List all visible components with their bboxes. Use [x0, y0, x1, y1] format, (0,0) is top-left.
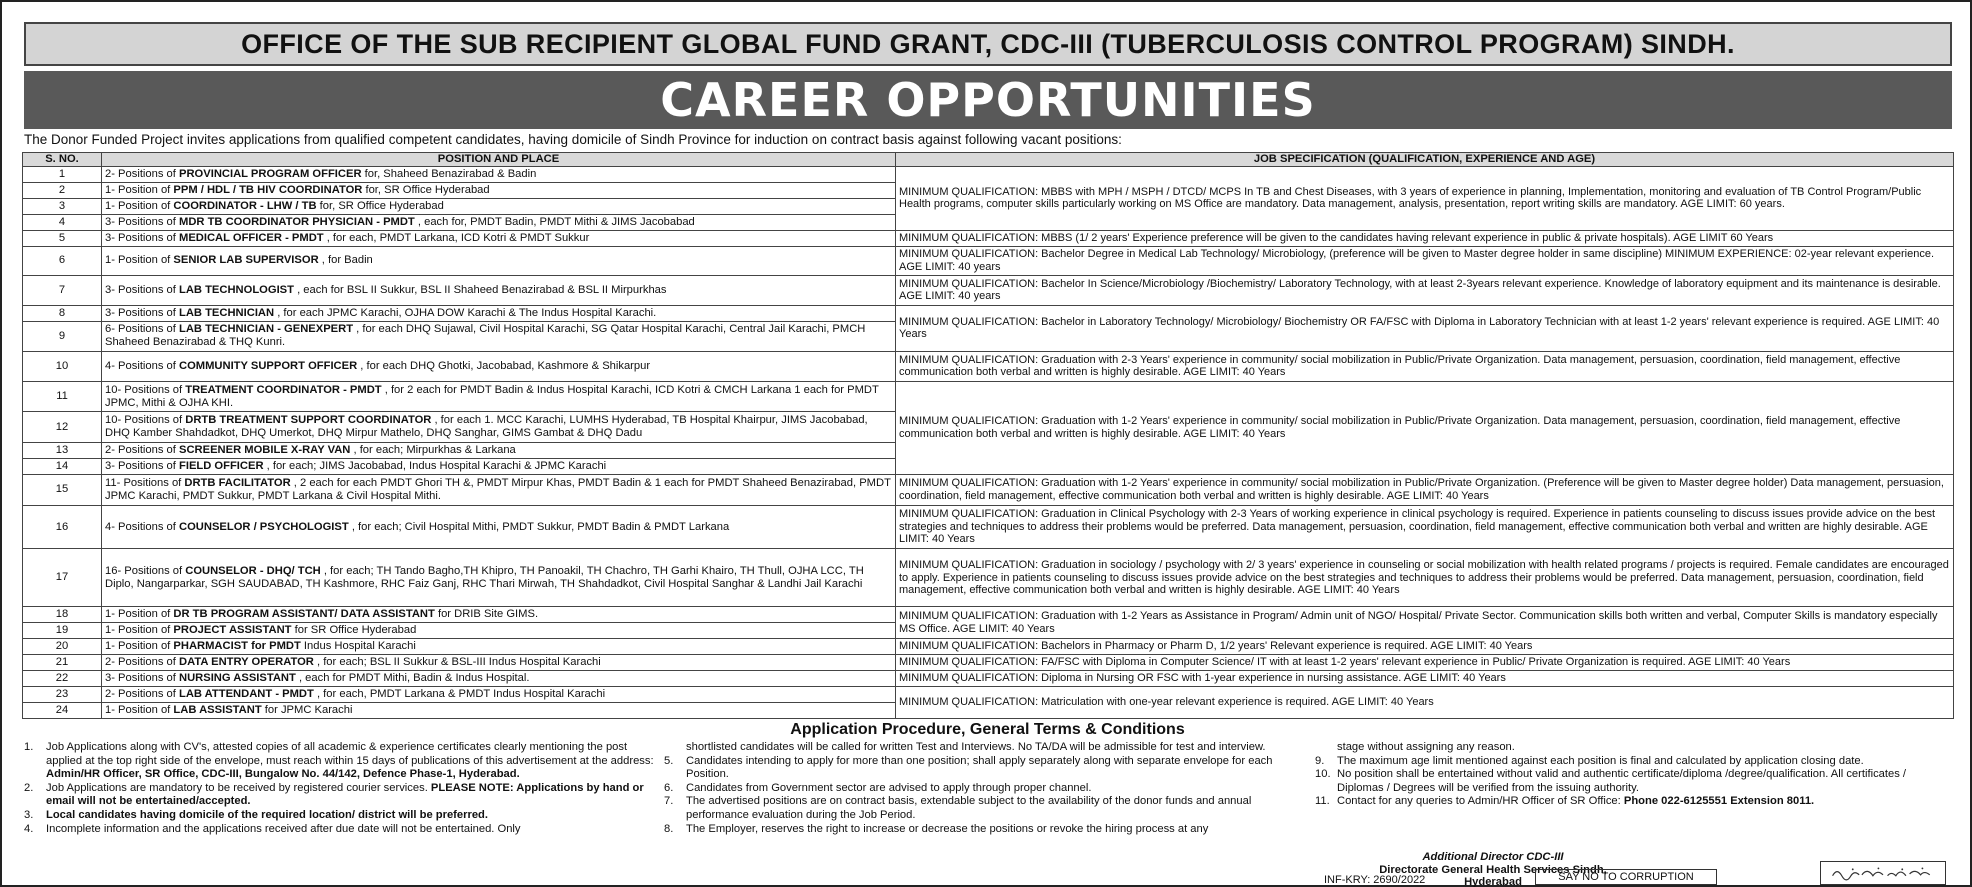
- position-place: , for each; Mirpurkhas & Larkana: [353, 444, 516, 457]
- serial-number: 15: [23, 474, 102, 505]
- position-title: NURSING ASSISTANT: [179, 671, 296, 684]
- position-title: LAB TECHNOLOGIST: [179, 283, 294, 296]
- term-number: 2.: [24, 781, 34, 794]
- position-cell: [102, 198, 896, 214]
- term-text: [1337, 755, 1951, 769]
- position-count: 6- Positions of: [105, 323, 176, 336]
- serial-number: 20: [23, 639, 102, 655]
- job-specification: MINIMUM QUALIFICATION: Bachelor Degree in Medical Lab Technology/ Microbiology, (preference will be given to Master degree holder in same discipline) MINIMUM EXPERIENCE: 02-year relevant experience. AGE LIMIT: 40 years: [896, 246, 1954, 276]
- job-specification: MINIMUM QUALIFICATION: Graduation with 1-2 Years as Assistance in Program/ Admin unit of NGO/ Hospital/ Private Sector. Communication skills both written and verbal, Computer Skills is mandatory especially MS Office. AGE LIMIT: 40 Years: [896, 607, 1954, 639]
- table-row: [23, 655, 1954, 671]
- job-specification: MINIMUM QUALIFICATION: Graduation in sociology / psychology with 2/ 3 years' experience in counseling or social mobilization with health related programs / projects is required. Female candidates are encouraged to apply. Experience in patients counseling to discuss issues provide advice on the best strategies and techniques to address their problems would be preferred. Data management, persuasion, coordination, field management, effective communication both verbal and written is highly desirable. AGE LIMIT: 40 Years: [896, 549, 1954, 607]
- term-emphasis: Admin/HR Officer, SR Office, CDC-III, Bungalow No. 44/142, Defence Phase-1, Hyderabad.: [46, 768, 520, 781]
- position-place: , for each DHQ Sujawal, Civil Hospital Karachi, SG Qatar Hospital Karachi, Central Jail Karachi, PMCH Shaheed Benazirabad & THQ Kunri.: [105, 323, 866, 349]
- term-text: [46, 741, 654, 782]
- position-cell: [102, 459, 896, 475]
- term-body: No position shall be entertained without valid and authentic certificate/diploma /degree/qualification. All certificates / Diplomas / Degrees will be verified from the issuing authority.: [1337, 768, 1907, 794]
- serial-number: 11: [23, 381, 102, 412]
- position-header: POSITION AND PLACE: [102, 153, 896, 167]
- positions-table: [22, 152, 1954, 719]
- position-title: LAB TECHNICIAN: [179, 306, 275, 319]
- term-item: [24, 823, 654, 837]
- term-text: [1337, 768, 1951, 795]
- term-text: [686, 755, 1306, 782]
- position-cell: [102, 352, 896, 382]
- table-row: [23, 505, 1954, 549]
- table-row: [23, 305, 1954, 321]
- term-item: [1315, 795, 1951, 809]
- position-place: , each for PMDT Mithi, Badin & Indus Hospital.: [298, 671, 530, 684]
- job-specification: MINIMUM QUALIFICATION: Bachelors in Pharmacy or Pharm D, 1/2 years' Relevant experience is required. AGE LIMIT: 40 Years: [896, 639, 1954, 655]
- table-row: [23, 607, 1954, 623]
- serial-number: 16: [23, 505, 102, 549]
- job-specification: MINIMUM QUALIFICATION: MBBS with MPH / MSPH / DTCD/ MCPS In TB and Chest Diseases, with 3 years of experience in planning, Implementation, monitoring and evaluation of TB Control Program/Public Health programs, computer skills particularly working on MS Office are mandatory. Data management, analysis, presentation, report writing skills are mandatory. AGE LIMIT: 60 years.: [896, 167, 1954, 231]
- position-cell: [102, 412, 896, 443]
- sno-header: S. NO.: [23, 153, 102, 167]
- signatory-department: Directorate General Health Services Sindh, Hyderabad: [1379, 864, 1607, 887]
- position-place: , for Badin: [321, 254, 373, 267]
- terms-column-1: [24, 741, 654, 836]
- term-number: 9.: [1315, 754, 1325, 767]
- table-header-row: [23, 153, 1954, 167]
- career-banner: CAREER OPPORTUNITIES: [24, 71, 1952, 129]
- position-place: , for each, PMDT Larkana & PMDT Indus Hospital Karachi: [316, 687, 606, 700]
- serial-number: 24: [23, 702, 102, 718]
- term-item: [1315, 755, 1951, 769]
- term-body: Job Applications along with CV's, attested copies of all academic & experience certificates clearly mentioning the post applied at the top right side of the envelope, must reach within 15 days of publications of this advertisement at the address:: [46, 741, 654, 767]
- position-title: DR TB PROGRAM ASSISTANT/ DATA ASSISTANT: [173, 608, 435, 621]
- term-text: [46, 782, 654, 809]
- position-count: 1- Position of: [105, 703, 171, 716]
- position-place: , 2 each for each PMDT Ghori TH &, PMDT Mirpur Khas, PMDT Badin & 1 each for PMDT Shaheed Benazirabad, PMDT JPMC Karachi, PMDT Sukkur, PMDT Larkana & Civil Hospital Mithi.: [105, 476, 891, 502]
- position-count: 3- Positions of: [105, 306, 176, 319]
- position-title: PPM / HDL / TB HIV COORDINATOR: [173, 183, 363, 196]
- position-count: 16- Positions of: [105, 564, 183, 577]
- job-specification: MINIMUM QUALIFICATION: Graduation with 1-2 Years' experience in community/ social mobilization in Public/Private Organization. Data management, persuasion, coordination, field management, effective communication both verbal and written is highly desirable. AGE LIMIT: 40 Years: [896, 381, 1954, 474]
- position-place: , for each; TH Tando Bagho,TH Khipro, TH Panoakil, TH Chachro, TH Garhi Khairo, TH Thull, OJHA LCC, TH Diplo, Nangarparkar, SGH SAUDABAD, TH Kashmore, RHC Faiz Ganj, RHC Thari Mirwah, TH Shahdadkot, Civil Hospital Sanghar & Landhi Jail Karachi: [105, 564, 864, 590]
- position-cell: [102, 607, 896, 623]
- anti-corruption-slogan: SAY NO TO CORRUPTION: [1535, 869, 1717, 885]
- serial-number: 14: [23, 459, 102, 475]
- position-cell: [102, 549, 896, 607]
- reference-number: INF-KRY: 2690/2022: [1324, 874, 1426, 886]
- position-title: MEDICAL OFFICER - PMDT: [179, 231, 324, 244]
- term-emphasis: PLEASE NOTE: Applications by hand or email will not be entertained/accepted.: [46, 781, 644, 808]
- serial-number: 8: [23, 305, 102, 321]
- position-place: , for each JPMC Karachi, OJHA DOW Karachi & The Indus Hospital Karachi.: [277, 306, 657, 319]
- position-cell: [102, 702, 896, 718]
- position-cell: [102, 214, 896, 230]
- serial-number: 12: [23, 412, 102, 443]
- position-title: COUNSELOR / PSYCHOLOGIST: [179, 520, 349, 533]
- position-place: , for each; JIMS Jacobabad, Indus Hospital Karachi & JPMC Karachi: [266, 460, 607, 472]
- serial-number: 2: [23, 182, 102, 198]
- table-row: [23, 167, 1954, 183]
- position-title: COORDINATOR - LHW / TB: [173, 199, 317, 212]
- position-title: COMMUNITY SUPPORT OFFICER: [179, 359, 358, 372]
- position-title: MDR TB COORDINATOR PHYSICIAN - PMDT: [179, 215, 415, 228]
- position-title: DRTB TREATMENT SUPPORT COORDINATOR: [185, 414, 432, 427]
- term-body: stage without assigning any reason.: [1337, 741, 1515, 753]
- term-body: Contact for any queries to Admin/HR Officer of SR Office:: [1337, 795, 1624, 808]
- term-item: [664, 823, 1306, 837]
- position-title: LAB TECHNICIAN - GENEXPERT: [179, 323, 354, 336]
- position-cell: [102, 381, 896, 412]
- position-count: 10- Positions of: [105, 383, 183, 396]
- position-title: FIELD OFFICER: [179, 460, 264, 472]
- position-count: 3- Positions of: [105, 283, 176, 296]
- term-emphasis: Local candidates having domicile of the required location/ district will be preferred.: [46, 808, 488, 821]
- table-row: [23, 230, 1954, 246]
- position-place: , each for, PMDT Badin, PMDT Mithi & JIMS Jacobabad: [417, 215, 695, 228]
- term-body: Incomplete information and the applications received after due date will not be entertained. Only: [46, 822, 521, 835]
- table-row: [23, 671, 1954, 687]
- position-place: , for each; BSL II Sukkur & BSL-III Indus Hospital Karachi: [316, 656, 601, 669]
- position-place: for JPMC Karachi: [264, 703, 353, 716]
- term-body: shortlisted candidates will be called for written Test and Interviews. No TA/DA will be admissible for test and interview.: [686, 741, 1266, 753]
- position-title: TREATMENT COORDINATOR - PMDT: [185, 383, 382, 396]
- table-row: [23, 474, 1954, 505]
- job-specification: MINIMUM QUALIFICATION: FA/FSC with Diploma in Computer Science/ IT with at least 1-2 years' relevant experience in Public/ Private Organization is required. AGE LIMIT: 40 Years: [896, 655, 1954, 671]
- term-text: [46, 809, 654, 823]
- position-title: PHARMACIST for PMDT: [173, 640, 301, 653]
- serial-number: 10: [23, 352, 102, 382]
- position-place: for, Shaheed Benazirabad & Badin: [364, 167, 537, 180]
- job-specification: MINIMUM QUALIFICATION: Matriculation with one-year relevant experience is required. AGE LIMIT: 40 Years: [896, 686, 1954, 718]
- term-item: [664, 741, 1306, 755]
- serial-number: 1: [23, 167, 102, 183]
- spec-header: JOB SPECIFICATION (QUALIFICATION, EXPERIENCE AND AGE): [896, 153, 1954, 167]
- serial-number: 6: [23, 246, 102, 276]
- job-specification: MINIMUM QUALIFICATION: Bachelor in Laboratory Technology/ Microbiology/ Biochemistry OR FA/FSC with Diploma in Laboratory Technician with at least 1-2 years' relevant experience is required. AGE LIMIT: 40 Years: [896, 305, 1954, 352]
- serial-number: 22: [23, 671, 102, 687]
- job-specification: MINIMUM QUALIFICATION: Graduation with 2-3 Years' experience in community/ social mobilization in Public/Private Organization. Data management, persuasion, coordination, field management, effective communication both verbal and written is highly desirable. AGE LIMIT: 40 Years: [896, 352, 1954, 382]
- job-specification: MINIMUM QUALIFICATION: MBBS (1/ 2 years' Experience preference will be given to the candidates having relevant experience in public & private hospitals). AGE LIMIT 60 Years: [896, 230, 1954, 246]
- position-cell: [102, 182, 896, 198]
- position-cell: [102, 276, 896, 306]
- position-title: SCREENER MOBILE X-RAY VAN: [179, 444, 351, 457]
- position-cell: [102, 443, 896, 459]
- position-cell: [102, 246, 896, 276]
- serial-number: 17: [23, 549, 102, 607]
- position-count: 4- Positions of: [105, 520, 176, 533]
- serial-number: 5: [23, 230, 102, 246]
- position-place: for DRIB Site GIMS.: [437, 608, 539, 621]
- term-item: [664, 755, 1306, 782]
- term-number: [1315, 741, 1337, 755]
- serial-number: 23: [23, 686, 102, 702]
- serial-number: 21: [23, 655, 102, 671]
- term-item: [24, 782, 654, 809]
- urdu-slogan-stamp: [1820, 861, 1946, 885]
- table-row: [23, 381, 1954, 412]
- position-title: LAB ASSISTANT: [173, 703, 262, 716]
- serial-number: 7: [23, 276, 102, 306]
- term-text: [686, 782, 1306, 796]
- position-count: 1- Position of: [105, 640, 171, 653]
- position-place: , for each DHQ Ghotki, Jacobabad, Kashmore & Shikarpur: [360, 359, 651, 372]
- serial-number: 9: [23, 321, 102, 352]
- position-place: for SR Office Hyderabad: [294, 624, 417, 637]
- position-cell: [102, 686, 896, 702]
- term-text: [686, 795, 1306, 822]
- position-place: , for each, PMDT Larkana, ICD Kotri & PMDT Sukkur: [326, 231, 590, 244]
- term-item: [24, 741, 654, 782]
- term-item: [24, 809, 654, 823]
- position-count: 10- Positions of: [105, 414, 183, 427]
- position-cell: [102, 230, 896, 246]
- position-count: 2- Positions of: [105, 167, 176, 180]
- serial-number: 4: [23, 214, 102, 230]
- term-item: [1315, 768, 1951, 795]
- term-number: 6.: [664, 781, 674, 794]
- position-title: PROJECT ASSISTANT: [173, 624, 292, 637]
- position-title: DATA ENTRY OPERATOR: [179, 656, 314, 669]
- term-number: 7.: [664, 795, 674, 808]
- position-place: for, SR Office Hyderabad: [365, 183, 490, 196]
- term-text: [46, 823, 654, 837]
- term-number: 5.: [664, 754, 674, 767]
- term-text: [686, 823, 1306, 837]
- position-title: LAB ATTENDANT - PMDT: [179, 687, 314, 700]
- position-title: PROVINCIAL PROGRAM OFFICER: [179, 167, 362, 180]
- term-item: [664, 795, 1306, 822]
- term-body: Candidates from Government sector are advised to apply through proper channel.: [686, 781, 1092, 794]
- position-place: , for each; Civil Hospital Mithi, PMDT Sukkur, PMDT Badin & PMDT Larkana: [351, 520, 730, 533]
- position-count: 1- Position of: [105, 199, 171, 212]
- position-cell: [102, 655, 896, 671]
- position-count: 3- Positions of: [105, 231, 176, 244]
- table-row: [23, 686, 1954, 702]
- serial-number: 13: [23, 443, 102, 459]
- position-cell: [102, 167, 896, 183]
- position-title: SENIOR LAB SUPERVISOR: [173, 254, 319, 267]
- position-count: 3- Positions of: [105, 671, 176, 684]
- position-count: 2- Positions of: [105, 656, 176, 669]
- serial-number: 3: [23, 198, 102, 214]
- term-number: 4.: [24, 822, 34, 835]
- term-item: [664, 782, 1306, 796]
- position-cell: [102, 623, 896, 639]
- position-title: DRTB FACILITATOR: [184, 476, 291, 489]
- job-specification: MINIMUM QUALIFICATION: Graduation in Clinical Psychology with 2-3 Years of working experience in clinical psychology is required. Experience in patients counseling to discuss issues provide advice on the best strategies and techniques to address their problems would be preferred. Data management, persuasion, coordination, field management, effective communication both verbal and written are highly desirable. AGE LIMIT: 40 Years: [896, 505, 1954, 549]
- position-count: 1- Position of: [105, 254, 171, 267]
- position-place: Indus Hospital Karachi: [303, 640, 416, 653]
- position-cell: [102, 305, 896, 321]
- position-cell: [102, 639, 896, 655]
- position-title: COUNSELOR - DHQ/ TCH: [185, 564, 321, 577]
- term-item: [1315, 741, 1951, 755]
- position-count: 1- Position of: [105, 183, 171, 196]
- term-body: Job Applications are mandatory to be received by registered courier services.: [46, 781, 431, 794]
- office-title: OFFICE OF THE SUB RECIPIENT GLOBAL FUND GRANT, CDC-III (TUBERCULOSIS CONTROL PROGRAM) SINDH.: [24, 22, 1952, 66]
- table-row: [23, 246, 1954, 276]
- terms-column-3: [1315, 741, 1951, 809]
- serial-number: 19: [23, 623, 102, 639]
- table-row: [23, 549, 1954, 607]
- position-place: , for each 1. MCC Karachi, LUMHS Hyderabad, TB Hospital Khairpur, JIMS Jacobabad, DHQ Kamber Shahdadkot, DHQ Umerkot, DHQ Mirpur Mathelo, DHQ Sanghar, GIMS Gambat & DHQ Dadu: [105, 414, 868, 440]
- job-specification: MINIMUM QUALIFICATION: Diploma in Nursing OR FSC with 1-year experience in nursing assistance. AGE LIMIT: 40 Years: [896, 671, 1954, 687]
- intro-text: The Donor Funded Project invites applications from qualified competent candidates, having domicile of Sindh Province for induction on contract basis against following vacant positions:: [24, 132, 1122, 147]
- position-cell: [102, 671, 896, 687]
- term-body: The maximum age limit mentioned against each position is final and calculated by application closing date.: [1337, 754, 1864, 767]
- term-text: [1337, 741, 1951, 755]
- position-count: 3- Positions of: [105, 215, 176, 228]
- position-count: 2- Positions of: [105, 444, 176, 457]
- term-body: The advertised positions are on contract basis, extendable subject to the availability of the donor funds and annual performance evaluation during the Job Period.: [686, 795, 1252, 821]
- term-emphasis: Phone 022-6125551 Extension 8011.: [1623, 795, 1815, 808]
- job-specification: MINIMUM QUALIFICATION: Bachelor In Science/Microbiology /Biochemistry/ Laboratory Technology, with at least 2-3years relevant experience. Knowledge of laboratory equipment and its maintenance is desirable. AGE LIMIT: 40 years: [896, 276, 1954, 306]
- position-place: , each for BSL II Sukkur, BSL II Shaheed Benazirabad & BSL II Mirpurkhas: [297, 283, 667, 296]
- term-number: 8.: [664, 822, 674, 835]
- term-text: [1337, 795, 1951, 809]
- term-number: 3.: [24, 808, 34, 821]
- position-place: for, SR Office Hyderabad: [319, 199, 444, 212]
- position-place: , for 2 each for PMDT Badin & Indus Hospital Karachi, ICD Kotri & CMCH Larkana 1 each for PMDT JPMC, Mithi & OJHA KHI.: [105, 383, 879, 409]
- terms-heading: Application Procedure, General Terms & Conditions: [790, 721, 1185, 738]
- term-number: 1.: [24, 741, 34, 753]
- term-text: [686, 741, 1306, 755]
- position-count: 4- Positions of: [105, 359, 176, 372]
- position-count: 11- Positions of: [105, 476, 182, 489]
- table-row: [23, 639, 1954, 655]
- position-count: 3- Positions of: [105, 460, 176, 472]
- table-row: [23, 276, 1954, 306]
- position-cell: [102, 321, 896, 352]
- table-row: [23, 352, 1954, 382]
- terms-column-2: [664, 741, 1306, 836]
- position-cell: [102, 505, 896, 549]
- term-body: Candidates intending to apply for more than one position; shall apply separately along with separate envelope for each Position.: [686, 754, 1273, 781]
- handwritten-stamp-graphic: [1821, 862, 1945, 884]
- position-cell: [102, 474, 896, 505]
- job-specification: MINIMUM QUALIFICATION: Graduation with 1-2 Years' experience in community/ social mobilization in Public/Private Organization. (Preference will be given to Master degree holder) Data management, persuasion, coordination, field management, effective communication both verbal and written is highly desirable. AGE LIMIT: 40 Years: [896, 474, 1954, 505]
- term-number: 11.: [1315, 795, 1330, 808]
- serial-number: 18: [23, 607, 102, 623]
- term-number: [664, 741, 686, 755]
- position-count: 2- Positions of: [105, 687, 176, 700]
- position-count: 1- Position of: [105, 624, 171, 637]
- term-number: 10.: [1315, 768, 1331, 781]
- position-count: 1- Position of: [105, 608, 171, 621]
- term-body: The Employer, reserves the right to increase or decrease the positions or revoke the hiring process at any: [686, 822, 1209, 835]
- signatory-title: Additional Director CDC-III: [1422, 851, 1564, 863]
